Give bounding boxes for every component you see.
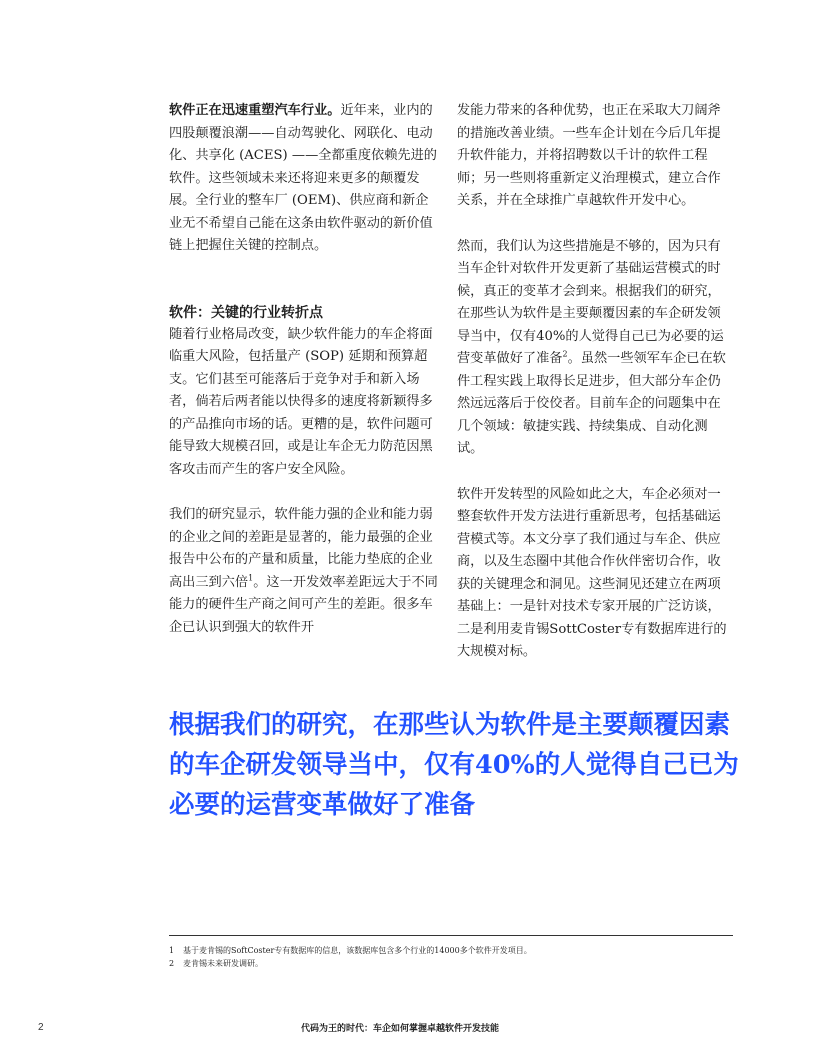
paragraph-however bbox=[457, 236, 729, 461]
footnote-2 bbox=[169, 957, 532, 970]
however-text-a: 然而，我们认为这些措施是不够的，因为只有当车企针对软件开发更新了基础运营模式的时候，真正的变革才会到来。根据我们的研究，在那些认为软件是主要颠覆因素的车企研发领导当中，仅有40%的人觉得自己已为必要的运营变革做好了准备 bbox=[457, 238, 724, 366]
paragraph-intro bbox=[169, 100, 441, 258]
paragraph-research bbox=[169, 504, 441, 639]
footnote-text: 基于麦肯锡的SoftCoster专有数据库的信息，该数据库包含多个行业的14000多个软件开发项目。 bbox=[183, 946, 532, 955]
research-text-a: 我们的研究显示，软件能力强的企业和能力弱的企业之间的差距是显著的，能力最强的企业报告中公布的产量和质量，比能力垫底的企业高出三到六倍 bbox=[169, 507, 433, 590]
footnote-ref-1: 1 bbox=[248, 573, 254, 583]
paragraph-transformation: 软件开发转型的风险如此之大，车企必须对一整套软件开发方法进行重新思考，包括基础运营模式等。本文分享了我们通过与车企、供应商，以及生态圈中其他合作伙伴密切合作，收获的关键理念和洞见。这些洞见还建立在两项基础上：一是针对技术专家开展的广泛访谈，二是利用麦肯锡SottCoster专有数据库进行的大规模对标。 bbox=[457, 486, 727, 659]
research-text-b: 。这一开发效率差距远大于不同能力的硬件生产商之间可产生的差距。很多车企已认识到强大的软件开 bbox=[169, 574, 438, 635]
left-column bbox=[169, 100, 441, 662]
footnote-text: 麦肯锡未来研发调研。 bbox=[183, 959, 263, 968]
paragraph-risks: 随着行业格局改变，缺少软件能力的车企将面临重大风险，包括量产 (SOP) 延期和预算超支。它们甚至可能落后于竞争对手和新入场者，倘若后两者能以快得多的速度将新颖得多的产品推向市场的话。更糟的是，软件问题可能导致大规模召回，或是让车企无力防范因黑客攻击而产生的客户安全风险。 bbox=[169, 326, 433, 477]
page-number: 2 bbox=[38, 1022, 44, 1033]
footnote-number: 1 bbox=[169, 946, 175, 955]
footnote-divider bbox=[169, 935, 733, 936]
paragraph-continuation: 发能力带来的各种优势，也正在采取大刀阔斧的措施改善业绩。一些车企计划在今后几年提升软件能力，并将招聘数以千计的软件工程师；另一些则将重新定义治理模式，建立合作关系，并在全球推广卓越软件开发中心。 bbox=[457, 103, 721, 208]
pull-quote: 根据我们的研究，在那些认为软件是主要颠覆因素的车企研发领导当中，仅有40%的人觉得自己已为必要的运营变革做好了准备 bbox=[169, 710, 739, 820]
footnote-1 bbox=[169, 944, 532, 957]
right-column bbox=[457, 100, 729, 687]
footnote-ref-2: 2 bbox=[562, 349, 568, 359]
however-text-b: 。虽然一些领军车企已在软件工程实践上取得长足进步，但大部分车企仍然远远落后于佼佼者。目前车企的问题集中在几个领域：敏捷实践、持续集成、自动化测试。 bbox=[457, 351, 726, 456]
running-title: 代码为王的时代：车企如何掌握卓越软件开发技能 bbox=[301, 1024, 500, 1034]
section-heading: 软件：关键的行业转折点 bbox=[169, 304, 323, 321]
lead-sentence: 软件正在迅速重塑汽车行业。 bbox=[169, 103, 341, 118]
intro-body: 近年来，业内的四股颠覆浪潮——自动驾驶化、网联化、电动化、共享化 (ACES) ——全都重度依赖先进的软件。这些领域未来还将迎来更多的颠覆发展。全行业的整车厂 (OEM)、供应商和新企业无不希望自己能在这条由软件驱动的新价值链上把握住关键的控制点。 bbox=[169, 103, 437, 253]
footnote-number: 2 bbox=[169, 959, 175, 968]
footnotes bbox=[169, 944, 532, 970]
